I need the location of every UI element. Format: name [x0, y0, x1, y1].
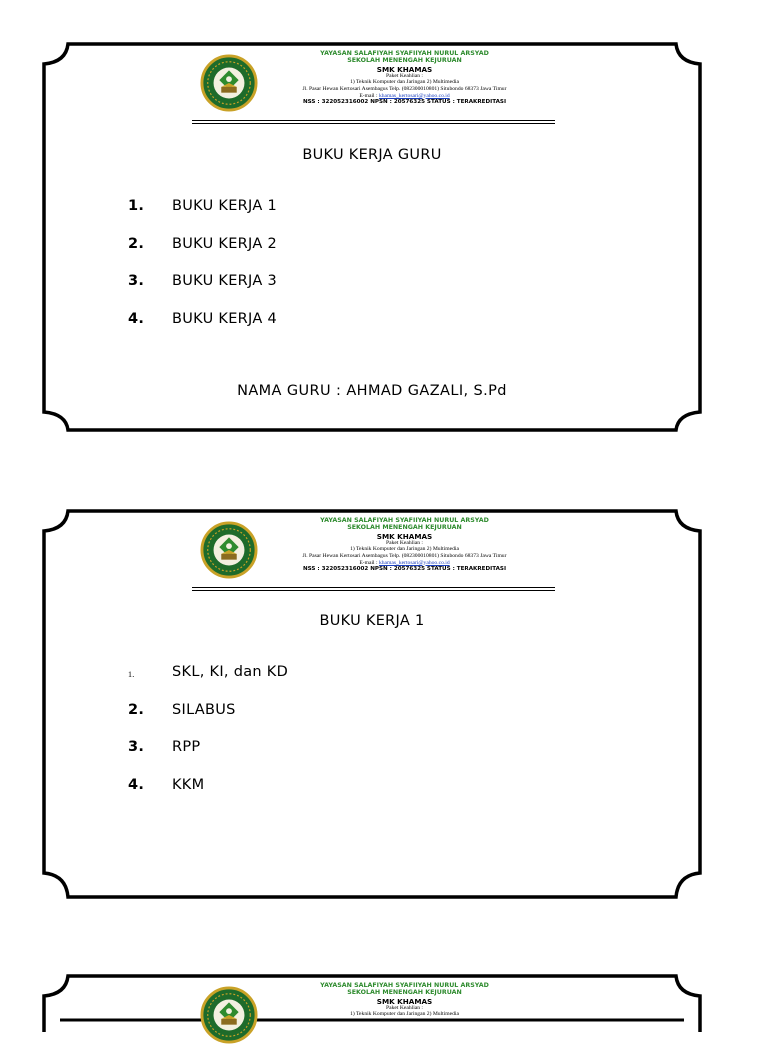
school-name: SMK KHAMAS: [376, 64, 433, 74]
address: Jl. Pasar Hewan Kertosari Asembagus Telp. (082300010801) Situbondo 68373 Jawa Timur: [302, 85, 507, 92]
programs: 1) Teknik Komputer dan Jaringan 2) Multimedia: [350, 79, 459, 86]
teacher-name: NAMA GURU : AHMAD GAZALI, S.Pd: [237, 383, 507, 399]
program-label: Paket Keahlian :: [386, 1004, 423, 1011]
registration-line: NSS : 322052316002 NPSN : 20576325 STATUS : TERAKREDITASI: [302, 566, 507, 573]
email-link[interactable]: khamas_kertosari@yahoo.co.id: [378, 92, 450, 99]
school-seal-icon: [200, 521, 258, 579]
email-line: E-mail : khamas_kertosari@yahoo.co.id: [359, 92, 450, 99]
school-seal-icon: [200, 54, 258, 112]
letterhead-rule: [192, 587, 555, 588]
school-seal-icon: [200, 986, 258, 1044]
card-buku-kerja-guru: YAYASAN SALAFIYAH SYAFIIYAH NURUL ARSYAD SEKOLAH MENENGAH KEJURUAN SMK KHAMAS Paket Keahlian : 1) Teknik Komputer dan Jaringan 2) Multimedia Jl. Pasar Hewan Kertosari Asembagus Telp. (082300010801) Situbondo 68373 Jawa Timur E-mail : khamas_kertosari@yahoo.co.id NSS : 322052316002 NPSN : 20576325 STATUS : TERAKREDITASI BUKU KERJA GURU 1. BUKU KERJA 1 2. BUKU KERJA 2 3. BUKU KERJA 3 4. BUKU KERJA 4 NAMA GURU : AHMAD GAZALI, S.Pd: [40, 40, 704, 434]
programs: 1) Teknik Komputer dan Jaringan 2) Multimedia: [350, 1011, 459, 1018]
program-label: Paket Keahlian :: [386, 72, 423, 79]
letterhead-rule: [192, 120, 555, 121]
card-partial: [40, 972, 704, 1024]
email-link[interactable]: khamas_kertosari@yahoo.co.id: [378, 559, 450, 566]
foundation-name: YAYASAN SALAFIYAH SYAFIIYAH NURUL ARSYAD: [320, 50, 489, 57]
school-type: SEKOLAH MENENGAH KEJURUAN: [347, 524, 462, 532]
school-name: SMK KHAMAS: [376, 996, 433, 1006]
school-letterhead: [192, 982, 555, 1055]
programs: 1) Teknik Komputer dan Jaringan 2) Multimedia: [350, 546, 459, 553]
school-letterhead: [192, 517, 555, 590]
foundation-name: YAYASAN SALAFIYAH SYAFIIYAH NURUL ARSYAD: [320, 982, 489, 989]
school-type: SEKOLAH MENENGAH KEJURUAN: [347, 989, 462, 997]
address: Jl. Pasar Hewan Kertosari Asembagus Telp. (082300010801) Situbondo 68373 Jawa Timur: [302, 552, 507, 559]
school-name: SMK KHAMAS: [376, 531, 433, 541]
registration-line: NSS : 322052316002 NPSN : 20576325 STATUS : TERAKREDITASI: [302, 99, 507, 106]
school-letterhead: [192, 50, 555, 123]
card-buku-kerja-1: YAYASAN SALAFIYAH SYAFIIYAH NURUL ARSYAD SEKOLAH MENENGAH KEJURUAN SMK KHAMAS Paket Keahlian : 1) Teknik Komputer dan Jaringan 2) Multimedia Jl. Pasar Hewan Kertosari Asembagus Telp. (082300010801) Situbondo 68373 Jawa Timur E-mail : khamas_kertosari@yahoo.co.id NSS : 322052316002 NPSN : 20576325 STATUS : TERAKREDITASI BUKU KERJA 1 1. SKL, KI, dan KD 2. SILABUS 3. RPP 4. KKM: [40, 507, 704, 901]
foundation-name: YAYASAN SALAFIYAH SYAFIIYAH NURUL ARSYAD: [320, 517, 489, 524]
email-line: E-mail : khamas_kertosari@yahoo.co.id: [359, 559, 450, 566]
school-type: SEKOLAH MENENGAH KEJURUAN: [347, 57, 462, 65]
letterhead-rule-thin: [192, 590, 555, 591]
card-title: BUKU KERJA 1: [319, 613, 425, 629]
program-label: Paket Keahlian :: [386, 539, 423, 546]
letterhead-rule-thin: [192, 123, 555, 124]
card-title: BUKU KERJA GURU: [302, 147, 442, 163]
